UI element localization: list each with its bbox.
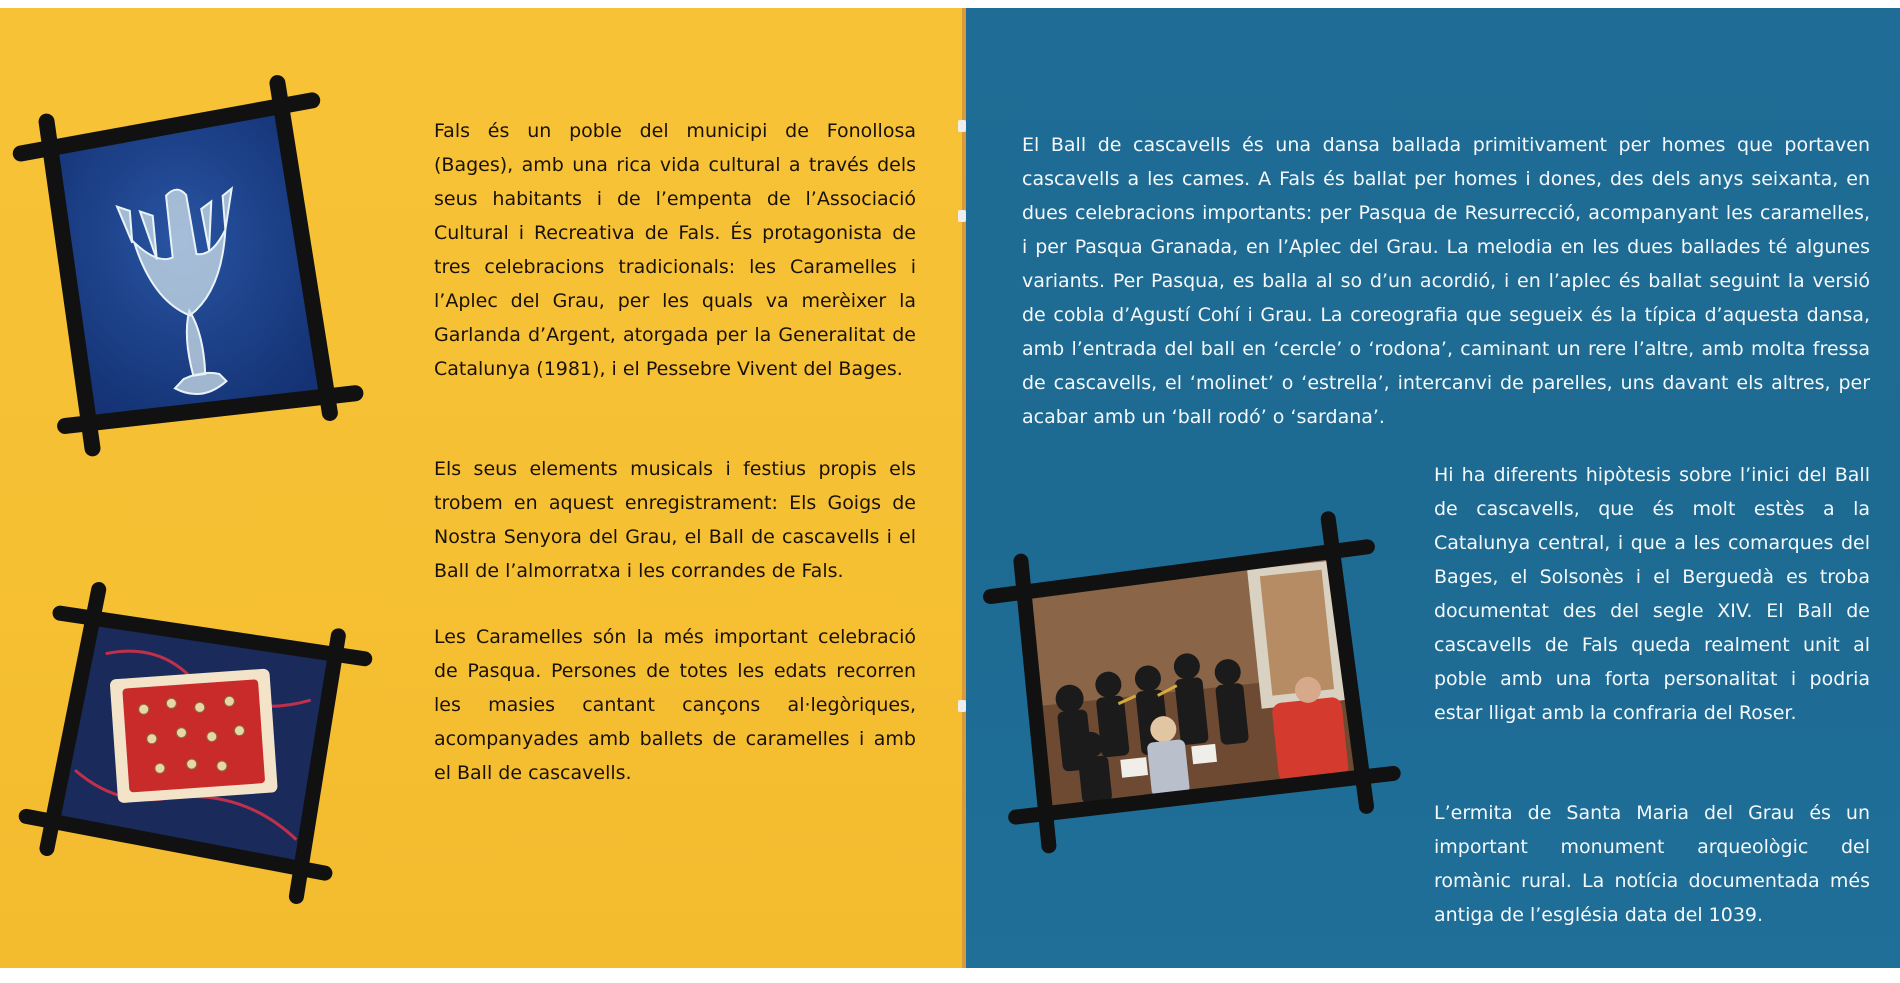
photo-cascavells-garter — [22, 590, 362, 890]
ball-cascavells-paragraph: El Ball de cascavells és una dansa ballada primitivament per homes que portaven cascavells a les cames. A Fals és ballat per homes i dones, des dels anys seixanta, en dues celebracions importants: per Pasqua de Resurrecció, acompanyant les caramelles, i per Pasqua Granada, en l’Aplec del Grau. La melodia en les dues ballades té algunes variants. Per Pasqua, es balla al so d’un acordió, i en l’aplec és ballat seguint la versió de cobla d’Agustí Cohí i Grau. La coreografia que segueix és la típica d’aquesta dansa, amb l’entrada del ball en ‘cercle’ o ‘rodona’, caminant un rere l’altre, amb molta fressa de cascavells, el ‘molinet’ o ‘estrella’, intercanvi de parelles, uns davant els altres, per acabar amb un ‘ball rodó’ o ‘sardana’. — [1022, 134, 1870, 428]
intro-paragraph: Fals és un poble del municipi de Fonollosa (Bages), amb una rica vida cultural a través dels seus habitants i de l’empenta de l’Associació Cultural i Recreativa de Fals. És protagonista de tres celebracions tradicionals: les Caramelles i l’Aplec del Grau, per les quals va merèixer la Garlanda d’Argent, atorgada per la Generalitat de Catalunya (1981), i el Pessebre Vivent del Bages. — [434, 120, 916, 380]
right-page — [966, 8, 1900, 968]
recording-paragraph: Els seus elements musicals i festius propis els trobem en aquest enregistrament: Els Goigs de Nostra Senyora del Grau, el Ball de cascavells i el Ball de l’almorratxa i les corrandes de Fals. — [434, 458, 916, 582]
photo-glass-vase — [18, 86, 348, 446]
hipotesis-paragraph: Hi ha diferents hipòtesis sobre l’inici del Ball de cascavells, que és molt estès a la Catalunya central, i que a les comarques del Bages, el Solsonès i el Berguedà es troba documentat des del segle XIV. El Ball de cascavells de Fals queda realment unit al poble amb una forta personalitat i podria estar lligat amb la confraria del Roser. — [1434, 464, 1870, 724]
staple-bottom — [958, 700, 966, 712]
left-page — [0, 8, 963, 968]
ermita-paragraph: L’ermita de Santa Maria del Grau és un important monument arqueològic del romànic rural. La notícia documentada més antiga de l’església data del 1039. — [1434, 802, 1870, 926]
staple-top — [958, 120, 966, 132]
caramelles-paragraph: Les Caramelles són la més important celebració de Pasqua. Persones de totes les edats recorren les masies cantant cançons al·legòriques, acompanyades amb ballets de caramelles i amb el Ball de cascavells. — [434, 626, 916, 784]
photo-orchestra — [990, 526, 1394, 866]
staple-middle — [958, 210, 966, 222]
